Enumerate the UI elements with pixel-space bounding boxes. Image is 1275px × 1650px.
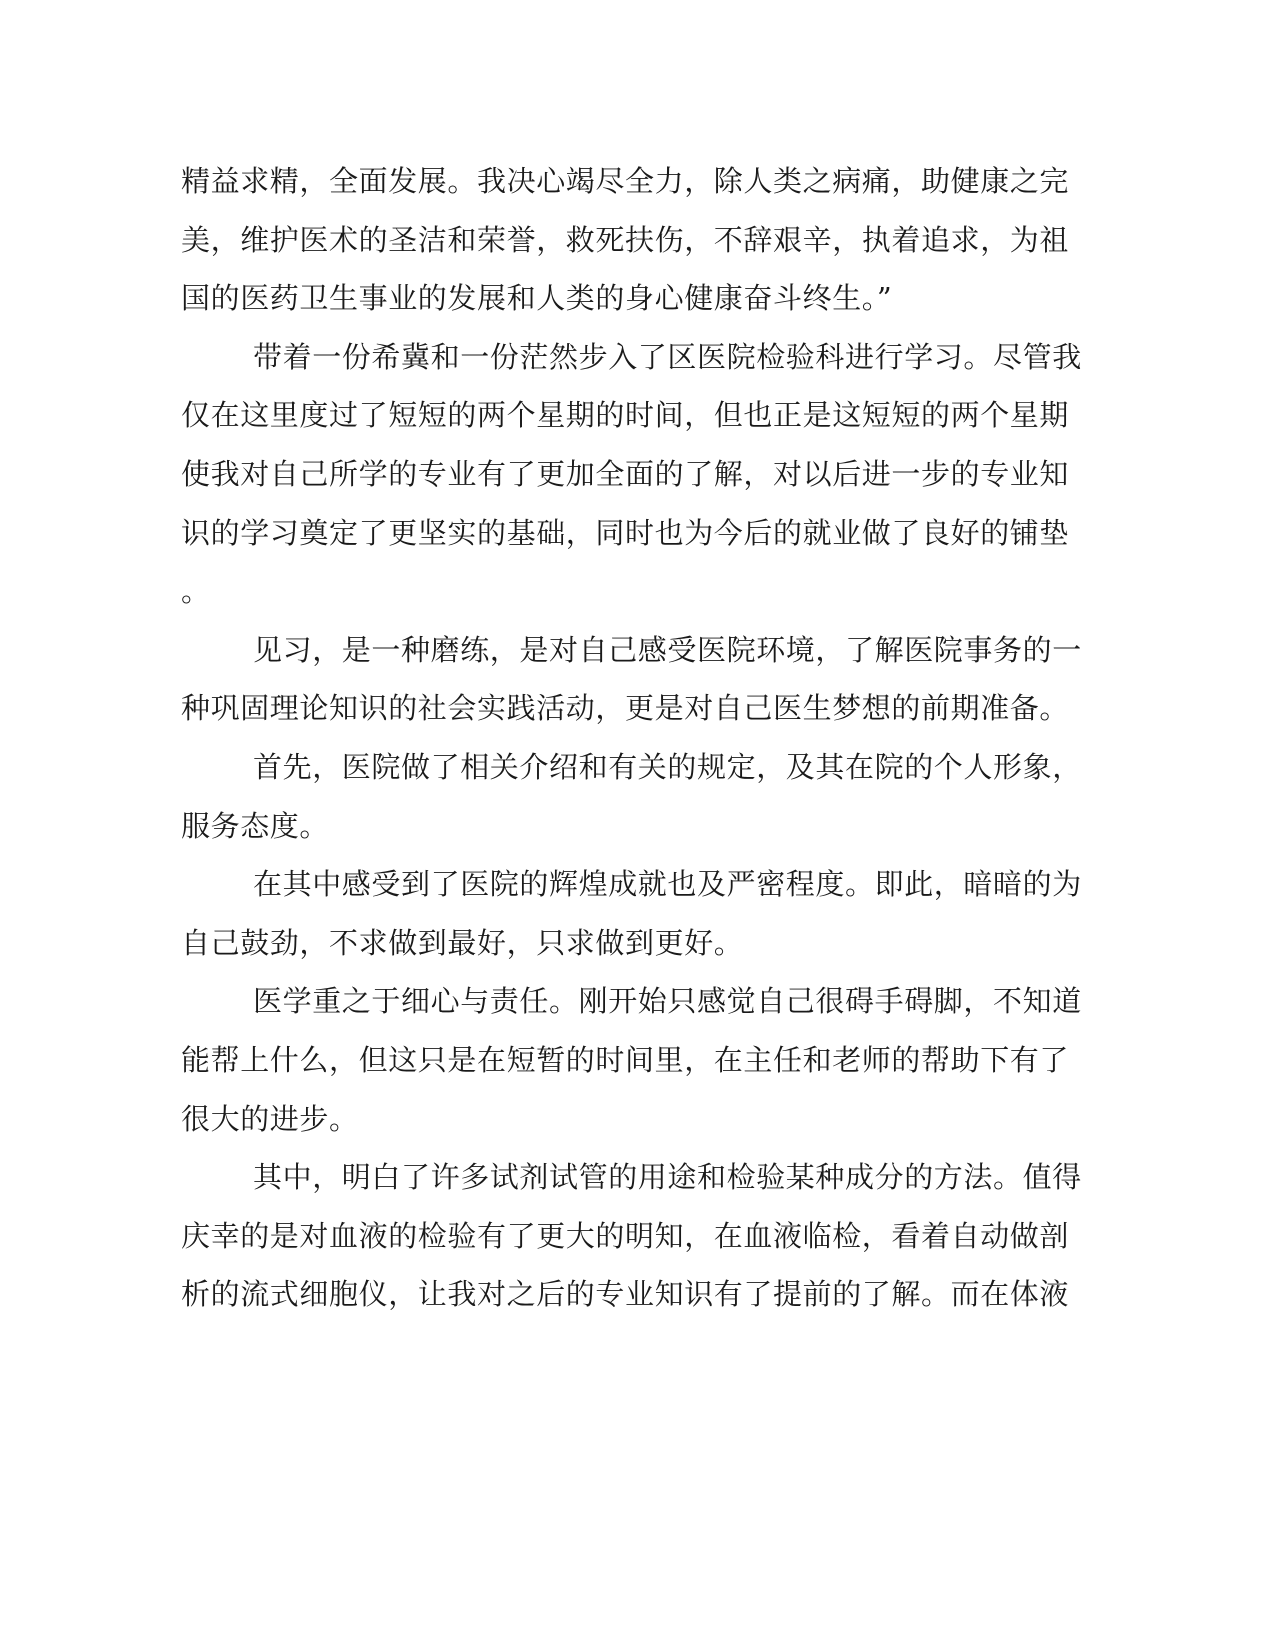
text-line: 识的学习奠定了更坚实的基础，同时也为今后的就业做了良好的铺垫 bbox=[181, 515, 1070, 550]
text-line: 使我对自己所学的专业有了更加全面的了解，对以后进一步的专业知 bbox=[181, 456, 1070, 491]
document-body bbox=[181, 152, 1082, 1324]
text-line: 医学重之于细心与责任。刚开始只感觉自己很碍手碍脚，不知道 bbox=[253, 984, 1082, 1019]
text-line: 很大的进步。 bbox=[181, 1101, 359, 1136]
text-line: 仅在这里度过了短短的两个星期的时间，但也正是这短短的两个星期 bbox=[181, 398, 1070, 433]
text-line: 国的医药卫生事业的发展和人类的身心健康奋斗终生。” bbox=[181, 281, 893, 316]
text-line: 析的流式细胞仪，让我对之后的专业知识有了提前的了解。而在体液 bbox=[181, 1277, 1070, 1312]
text-line: 带着一份希冀和一份茫然步入了区医院检验科进行学习。尽管我 bbox=[253, 339, 1082, 374]
text-line: 庆幸的是对血液的检验有了更大的明知，在血液临检，看着自动做剖 bbox=[181, 1218, 1070, 1253]
text-line: 种巩固理论知识的社会实践活动，更是对自己医生梦想的前期准备。 bbox=[181, 691, 1070, 726]
text-line: 见习，是一种磨练，是对自己感受医院环境，了解医院事务的一 bbox=[253, 632, 1082, 667]
text-line: 自己鼓劲，不求做到最好，只求做到更好。 bbox=[181, 925, 744, 960]
text-line: 在其中感受到了医院的辉煌成就也及严密程度。即此，暗暗的为 bbox=[253, 867, 1082, 902]
text-line: 服务态度。 bbox=[181, 808, 330, 843]
text-line: 能帮上什么，但这只是在短暂的时间里，在主任和老师的帮助下有了 bbox=[181, 1042, 1070, 1077]
text-line: 其中，明白了许多试剂试管的用途和检验某种成分的方法。值得 bbox=[253, 1160, 1082, 1195]
text-line: 精益求精，全面发展。我决心竭尽全力，除人类之病痛，助健康之完 bbox=[181, 164, 1070, 198]
text-line: 。 bbox=[181, 574, 211, 609]
text-line: 首先，医院做了相关介绍和有关的规定，及其在院的个人形象， bbox=[253, 749, 1082, 784]
text-line: 美，维护医术的圣洁和荣誉，救死扶伤，不辞艰辛，执着追求，为祖 bbox=[181, 222, 1070, 257]
